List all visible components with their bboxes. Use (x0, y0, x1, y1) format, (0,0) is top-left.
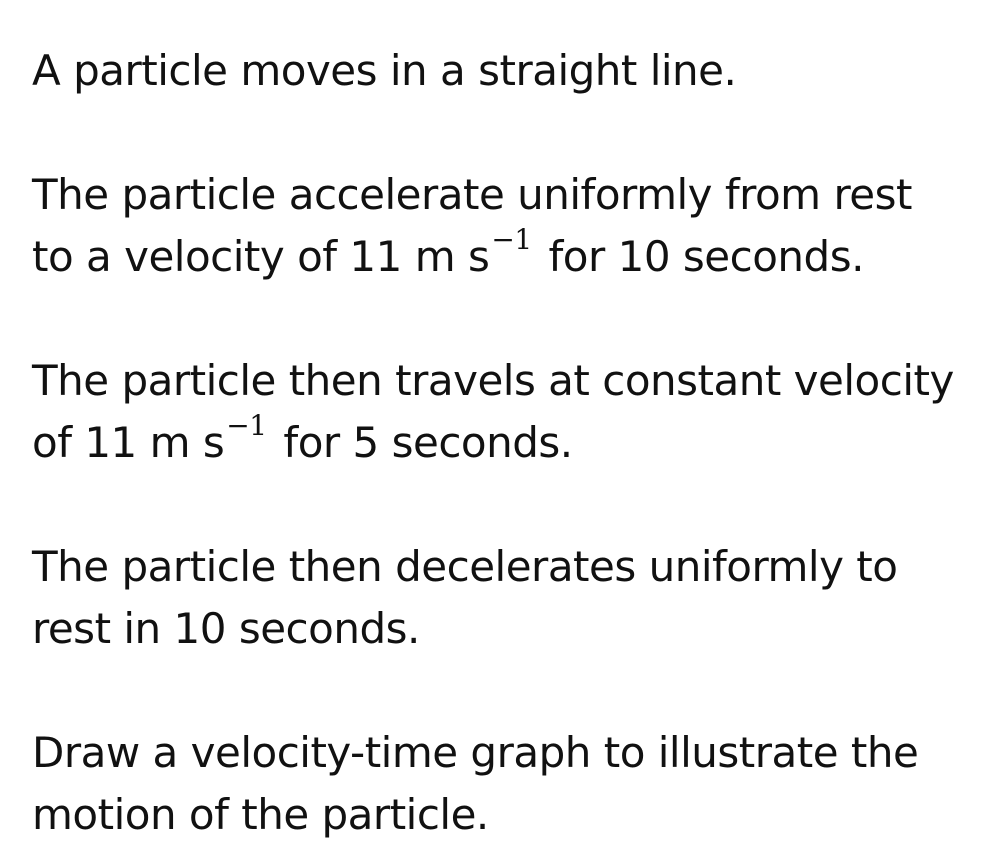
unit-exponent: −1 (226, 409, 267, 442)
question-paragraph-2 (32, 164, 1004, 288)
paragraph-line: The particle then decelerates uniformly to (32, 542, 898, 591)
line-text-after-unit: for 10 seconds. (548, 232, 864, 281)
line-text-before-unit: of 11 m s (32, 418, 225, 467)
paragraph-line: rest in 10 seconds. (32, 604, 420, 653)
paragraph-line: motion of the particle. (32, 790, 489, 839)
question-paragraph-3 (32, 350, 1004, 474)
paragraph-line: The particle then travels at constant velocity (32, 356, 954, 405)
question-document (32, 40, 1004, 846)
unit-exponent: −1 (491, 223, 532, 256)
line-text-before-unit: to a velocity of 11 m s (32, 232, 490, 281)
question-paragraph-4 (32, 536, 1004, 660)
question-paragraph-5 (32, 722, 1004, 846)
paragraph-line: A particle moves in a straight line. (32, 46, 737, 95)
line-text-after-unit: for 5 seconds. (283, 418, 573, 467)
paragraph-line: Draw a velocity-time graph to illustrate the (32, 728, 919, 777)
paragraph-line: The particle accelerate uniformly from rest (32, 170, 912, 219)
paragraph-line-with-unit (32, 223, 1004, 288)
paragraph-line-with-unit (32, 409, 1004, 474)
question-paragraph-1 (32, 40, 1004, 102)
